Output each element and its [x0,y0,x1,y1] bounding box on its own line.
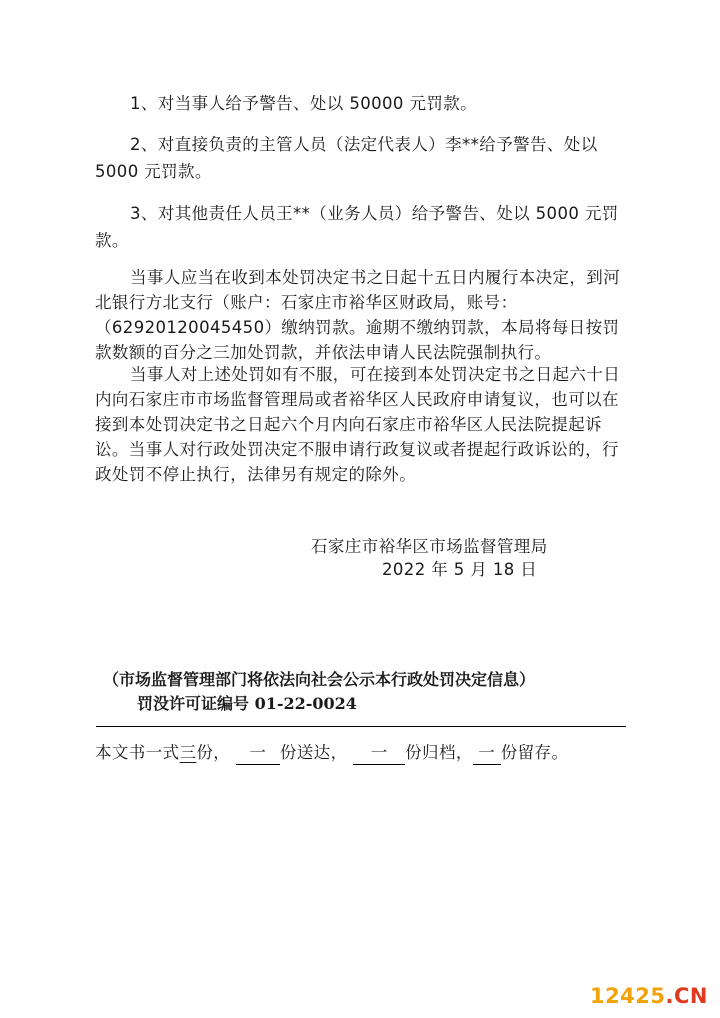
copies-archived-label: 份归档， [405,743,473,762]
payment-paragraph: 当事人应当在收到本处罚决定书之日起十五日内履行本决定，到河北银行方北支行（账户：石家庄市裕华区财政局，账号：（62920120045450）缴纳罚款。逾期不缴纳罚款，本局将每日按罚款数额的百分之三加处罚款，并依法申请人民法院强制执行。 [95,268,621,362]
penalty-item-1: 1、对当事人给予警告、处以 50000 元罚款。 [130,94,478,113]
divider-line [96,726,626,727]
watermark-dot: . [665,984,674,1008]
issuing-authority: 石家庄市裕华区市场监督管理局 [311,537,548,556]
publicity-notice: （市场监督管理部门将依法向社会公示本行政处罚决定信息） [103,670,536,689]
penalty-item-2: 2、对直接负责的主管人员（法定代表人）李**给予警告、处以 5000 元罚款。 [95,135,598,181]
site-watermark [590,984,708,1008]
copies-kept-count: 一 [473,742,501,765]
copies-total: 三 [179,743,197,762]
watermark-tld: CN [674,984,708,1008]
copies-served-count: 一 [236,742,280,765]
copies-statement [95,740,568,766]
watermark-number: 12425 [589,984,666,1008]
appeal-paragraph: 当事人对上述处罚如有不服，可在接到本处罚决定书之日起六十日内向石家庄市市场监督管理局或者裕华区人民政府申请复议，也可以在接到本处罚决定书之日起六个月内向石家庄市裕华区人民法院提起诉讼。当事人对行政处罚决定不服申请行政复议或者提起行政诉讼的，行政处罚不停止执行，法律另有规定的除外。 [95,365,621,484]
copies-prefix: 本文书一式 [95,743,180,762]
copies-unit: 份， [196,743,231,762]
license-number: 罚没许可证编号 01-22-0024 [137,694,357,713]
issue-date: 2022 年 5 月 18 日 [382,560,538,579]
penalty-item-3: 3、对其他责任人员王**（业务人员）给予警告、处以 5000 元罚款。 [95,204,619,250]
copies-served-label: 份送达， [279,743,348,762]
copies-kept-label: 份留存。 [500,743,569,762]
copies-archived-count: 一 [353,742,405,765]
